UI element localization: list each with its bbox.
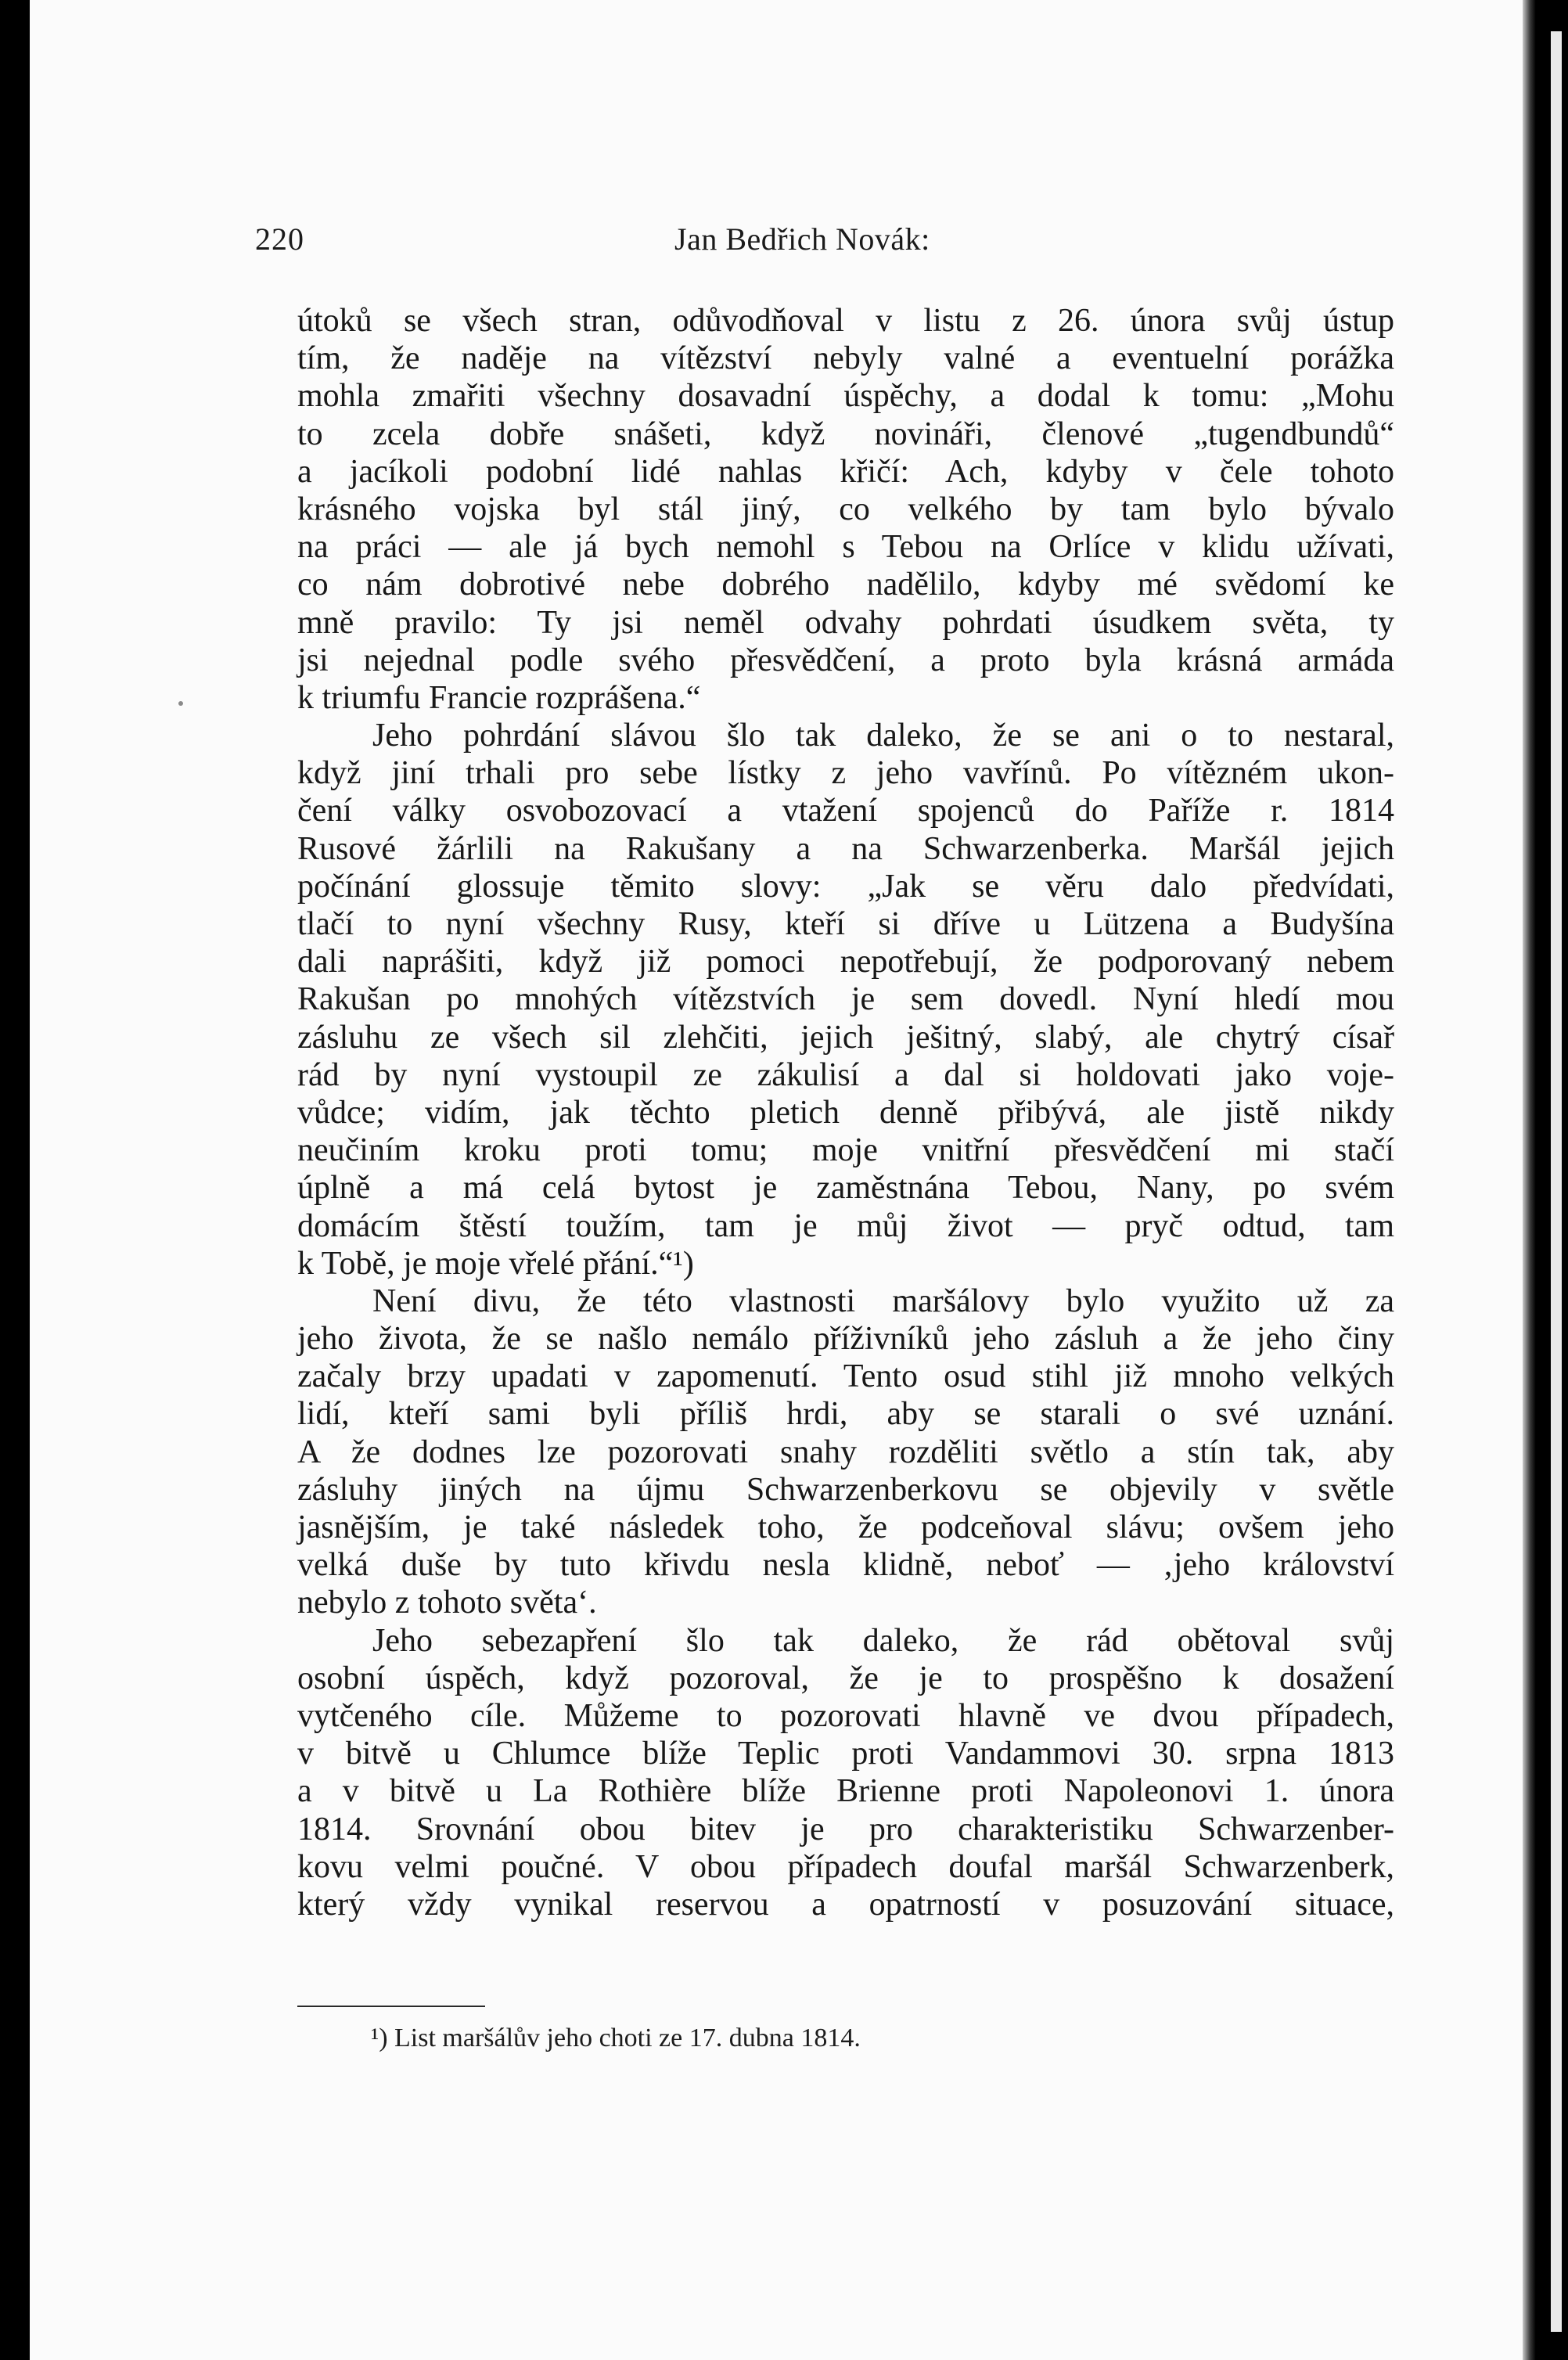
- text-line: útoků se všech stran, odůvodňoval v listu z 26. února svůj ústup: [297, 303, 1394, 339]
- text-line: a v bitvě u La Rothière blíže Brienne proti Napoleonovi 1. února: [297, 1773, 1394, 1810]
- text-line: nebylo z tohoto světa‘.: [297, 1585, 597, 1621]
- text-line: jasnějším, je také následek toho, že podceňoval slávu; ovšem jeho: [297, 1509, 1394, 1545]
- text-line: osobní úspěch, když pozoroval, že je to prospěšno k dosažení: [297, 1660, 1394, 1696]
- text-line: vytčeného cíle. Můžeme to pozorovati hlavně ve dvou případech,: [297, 1697, 1394, 1734]
- text-line: vůdce; vidím, jak těchto pletich denně přibývá, ale jistě nikdy: [297, 1094, 1394, 1131]
- text-line: Jeho pohrdání slávou šlo tak daleko, že se ani o to nestaral,: [372, 718, 1394, 754]
- text-line: tím, že naděje na vítězství nebyly valné a eventuelní porážka: [297, 340, 1394, 377]
- text-line: krásného vojska byl stál jiný, co velkého by tam bylo bývalo: [297, 491, 1394, 527]
- text-line: čení války osvobozovací a vtažení spojenců do Paříže r. 1814: [297, 793, 1394, 829]
- running-head: Jan Bedřich Novák:: [674, 221, 930, 257]
- text-line: k triumfu Francie rozprášena.“: [297, 679, 701, 716]
- text-line: počínání glossuje těmito slovy: „Jak se věru dalo předvídati,: [297, 868, 1394, 905]
- text-line: k Tobě, je moje vřelé přání.“¹): [297, 1245, 694, 1282]
- text-line: Jeho sebezapření šlo tak daleko, že rád obětoval svůj: [372, 1622, 1394, 1659]
- text-line: v bitvě u Chlumce blíže Teplic proti Vandammovi 30. srpna 1813: [297, 1736, 1394, 1772]
- footnote: ¹) List maršálův jeho choti ze 17. dubna 1814.: [371, 2024, 861, 2052]
- text-line: dali naprášiti, když již pomoci nepotřebují, že podporovaný nebem: [297, 944, 1394, 980]
- text-line: mohla zmařiti všechny dosavadní úspěchy, a dodal k tomu: „Mohu: [297, 378, 1394, 415]
- text-line: Rakušan po mnohých vítězstvích je sem dovedl. Nyní hledí mou: [297, 981, 1394, 1018]
- footnote-rule: [297, 2006, 485, 2007]
- text-line: na práci — ale já bych nemohl s Tebou na Orlíce v klidu užívati,: [297, 529, 1394, 566]
- page-edge-strip: [1551, 31, 1562, 2332]
- text-line: neučiním kroku proti tomu; moje vnitřní přesvědčení mi stačí: [297, 1132, 1394, 1169]
- text-line: kovu velmi poučné. V obou případech doufal maršál Schwarzenberk,: [297, 1848, 1394, 1885]
- text-line: zásluhu ze všech sil zlehčiti, jejich ješitný, slabý, ale chytrý císař: [297, 1019, 1394, 1056]
- text-line: lidí, kteří sami byli příliš hrdi, aby se starali o své uznání.: [297, 1396, 1394, 1433]
- text-line: který vždy vynikal reservou a opatrností v posuzování situace,: [297, 1886, 1394, 1923]
- text-line: Není divu, že této vlastnosti maršálovy bylo využito už za: [372, 1283, 1394, 1319]
- body-text: [297, 302, 1394, 1923]
- page-edge-shadow: [1523, 0, 1541, 2360]
- text-line: co nám dobrotivé nebe dobrého nadělilo, kdyby mé svědomí ke: [297, 567, 1394, 603]
- book-page: [30, 0, 1523, 2360]
- text-line: to zcela dobře snášeti, když novináři, členové „tugendbundů“: [297, 416, 1394, 452]
- text-line: a jacíkoli podobní lidé nahlas křičí: Ach, kdyby v čele tohoto: [297, 453, 1394, 490]
- text-line: úplně a má celá bytost je zaměstnána Tebou, Nany, po svém: [297, 1170, 1394, 1207]
- text-line: rád by nyní vystoupil ze zákulisí a dal si holdovati jako voje-: [297, 1056, 1394, 1093]
- text-line: domácím štěstí toužím, tam je můj život — pryč odtud, tam: [297, 1207, 1394, 1244]
- text-line: jsi nejednal podle svého přesvědčení, a proto byla krásná armáda: [297, 642, 1394, 678]
- page-header: [30, 221, 1523, 268]
- text-line: 1814. Srovnání obou bitev je pro charakteristiku Schwarzenber-: [297, 1811, 1394, 1847]
- page-number: 220: [255, 221, 304, 257]
- text-line: zásluhy jiných na újmu Schwarzenberkovu se objevily v světle: [297, 1471, 1394, 1508]
- text-line: mně pravilo: Ty jsi neměl odvahy pohrdati úsudkem světa, ty: [297, 604, 1394, 641]
- margin-dot: [178, 701, 183, 706]
- text-line: tlačí to nyní všechny Rusy, kteří si dříve u Lützena a Budyšína: [297, 906, 1394, 942]
- text-line: když jiní trhali pro sebe lístky z jeho vavřínů. Po vítězném ukon-: [297, 755, 1394, 792]
- text-line: Rusové žárlili na Rakušany a na Schwarzenberka. Maršál jejich: [297, 830, 1394, 867]
- text-line: A že dodnes lze pozorovati snahy rozděliti světlo a stín tak, aby: [297, 1434, 1394, 1470]
- text-line: velká duše by tuto křivdu nesla klidně, neboť — ‚jeho království: [297, 1547, 1394, 1584]
- text-line: začaly brzy upadati v zapomenutí. Tento osud stihl již mnoho velkých: [297, 1358, 1394, 1395]
- text-line: jeho života, že se našlo nemálo příživníků jeho zásluh a že jeho činy: [297, 1321, 1394, 1358]
